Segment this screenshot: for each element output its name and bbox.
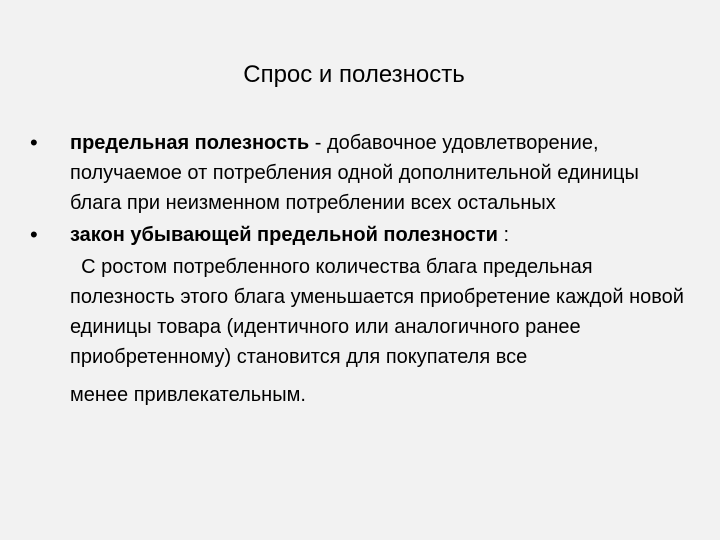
law-paragraph: [30, 252, 690, 410]
term-diminishing-law: закон убывающей предельной полезности: [70, 224, 498, 246]
bullet-icon: •: [30, 222, 38, 247]
law-paragraph-main: [70, 256, 684, 368]
definition-text: добавочное удовлетворение, получаемое от потребления одной дополнительной единицы блага при неизменном потреблении всех остальных: [70, 132, 639, 214]
bullet-diminishing-law: [30, 220, 690, 250]
slide-content: [30, 128, 690, 410]
slide-title: Спрос и полезность: [243, 61, 465, 88]
term-marginal-utility: предельная полезность: [70, 132, 310, 154]
law-paragraph-end: менее привлекательным.: [70, 384, 306, 406]
definition-separator: -: [309, 132, 327, 154]
law-paragraph-text: С ростом потребленного количества блага предельная полезность этого блага уменьшается приобретение каждой новой единицы товара (идентичного или аналогичного ранее приобретенному) становится для покупателя все: [70, 256, 684, 368]
bullet-marginal-utility: [30, 128, 690, 218]
bullet-icon: •: [30, 130, 38, 155]
law-separator: :: [497, 224, 510, 246]
